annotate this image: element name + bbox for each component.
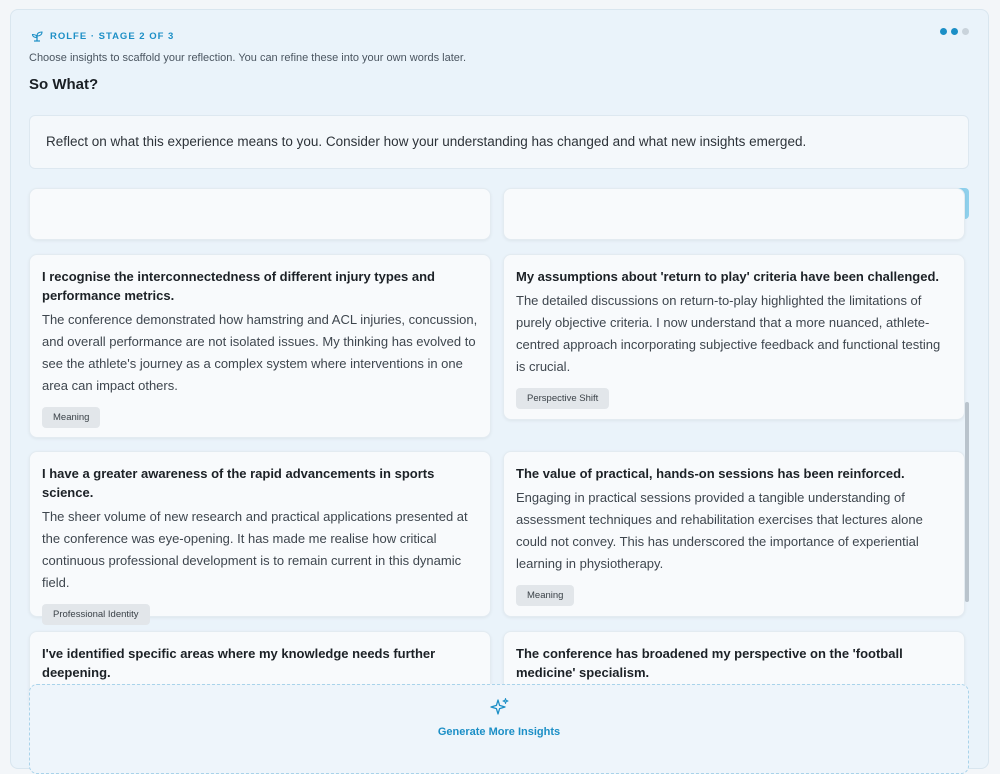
sparkle-icon — [490, 697, 510, 717]
insights-list[interactable] — [29, 228, 971, 680]
generate-more-label: Generate More Insights — [437, 726, 561, 738]
scrollbar[interactable] — [965, 402, 969, 602]
insight-tag: Meaning — [516, 585, 574, 606]
stage-label: ROLFE · STAGE 2 OF 3 — [50, 30, 175, 42]
insight-title: The conference has broadened my perspective on the 'football medicine' specialism. — [516, 646, 903, 680]
insight-card[interactable] — [503, 254, 965, 420]
insight-title: My assumptions about 'return to play' criteria have been challenged. — [516, 269, 940, 284]
insight-title: The value of practical, hands-on sessions has been reinforced. — [516, 466, 905, 481]
insight-title: I have a greater awareness of the rapid advancements in sports science. — [42, 466, 435, 500]
insight-body: The sheer volume of new research and practical applications presented at the conference was eye-opening. It has made me realise how critical continuous professional development is to remain current in this dynamic field. — [42, 509, 468, 590]
insight-body: The conference demonstrated how hamstring and ACL injuries, concussion, and overall performance are not isolated issues. My thinking has evolved to see the athlete's journey as a complex system where interventions in one area can impact others. — [42, 312, 478, 393]
insight-card[interactable] — [29, 254, 491, 438]
insight-title: I've identified specific areas where my knowledge needs further deepening. — [42, 646, 436, 680]
insight-card[interactable] — [503, 451, 965, 617]
insight-card[interactable] — [29, 451, 491, 620]
insight-card[interactable] — [29, 188, 491, 240]
insight-tag: Meaning — [42, 407, 100, 428]
progress-dot — [962, 28, 969, 35]
prompt-text: Reflect on what this experience means to you. Consider how your understanding has changed and what new insights emerged. — [46, 134, 807, 149]
progress-dot — [951, 28, 958, 35]
generate-more-button[interactable] — [29, 684, 969, 774]
progress-dots — [940, 28, 969, 35]
progress-dot — [940, 28, 947, 35]
insight-body: Engaging in practical sessions provided a tangible understanding of assessment techniques and rehabilitation exercises that lectures alone could not convey. This has underscored the importance of experiential learning in physiotherapy. — [516, 490, 923, 571]
insight-title: I recognise the interconnectedness of different injury types and performance metrics. — [42, 269, 435, 303]
page-title: So What? — [29, 76, 99, 93]
plant-icon — [31, 30, 43, 42]
insight-body: The detailed discussions on return-to-play highlighted the limitations of purely objective criteria. I now understand that a more nuanced, athlete-centred approach incorporating subjective feedback and functional testing is crucial. — [516, 293, 941, 374]
insight-card[interactable] — [503, 188, 965, 240]
insight-tag: Professional Identity — [42, 604, 150, 625]
insight-tag: Perspective Shift — [516, 388, 609, 409]
page-subtitle: Choose insights to scaffold your reflection. You can refine these into your own words later. — [29, 52, 466, 64]
reflection-prompt — [29, 115, 969, 169]
stage-indicator — [31, 30, 174, 42]
